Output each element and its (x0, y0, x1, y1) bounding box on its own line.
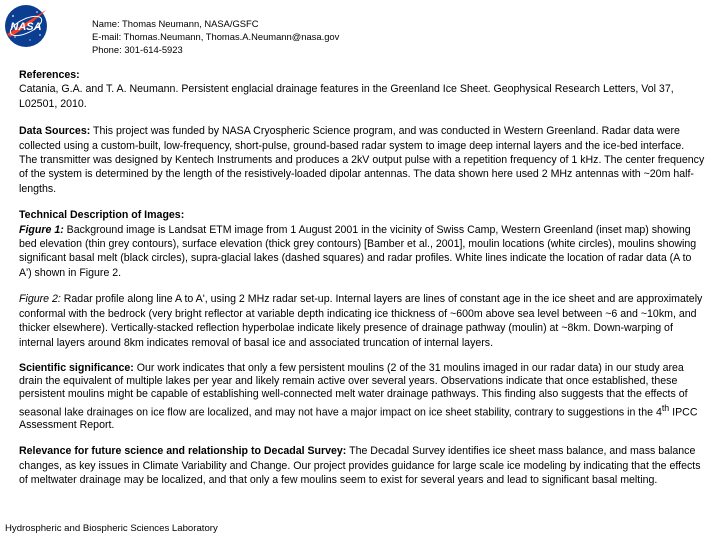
technical-heading: Technical Description of Images: (19, 209, 185, 222)
data-sources-section (19, 124, 705, 196)
significance-superscript: th (661, 402, 670, 413)
footer-lab-name: Hydrospheric and Biospheric Sciences Laboratory (5, 523, 218, 534)
figure-2-text: Radar profile along line A to A', using 2 MHz radar set-up. Internal layers are lines of constant age in the ice sheet and are approximately conformal with the bedrock (very bright reflector at variable depth indicating ice thickness of ~600m above sea level between ~6 and ~10km, and thicker elsewhere). Vertically-stacked reflection hyperbolae indicate likely presence of drainage pathway (moulin) at ~8km. Down-warping of internal layers around 8km indicates removal of basal ice and associated truncation of internal layers. (19, 293, 703, 349)
references-section (19, 68, 705, 111)
relevance-text: The Decadal Survey identifies ice sheet mass balance, and mass balance changes, as key issues in Climate Variability and Change. Our project provides guidance for large scale ice modeling by indicating that the effects of meltwater drainage may be localized, and that only a few moulins seem to exist for several years and lead to significant basal melting. (19, 445, 701, 487)
significance-text-end: IPCC Assessment Report. (19, 406, 698, 432)
report-body (19, 68, 705, 488)
contact-info (92, 17, 339, 56)
technical-description-section (19, 208, 705, 280)
contact-email: E-mail: Thomas.Neumann, Thomas.A.Neumann@nasa.gov (92, 31, 340, 42)
contact-name: Name: Thomas Neumann, NASA/GSFC (92, 18, 259, 29)
nasa-meatball-icon (4, 4, 48, 48)
figure-2-section (19, 292, 705, 350)
references-heading: References: (19, 69, 80, 81)
figure-1-text: Background image is Landsat ETM image from 1 August 2001 in the vicinity of Swiss Camp, Western Greenland (inset map) showing bed elevation (thin grey contours), surface elevation (thick grey contours) [Bamber et al., 2001], moulin locations (white circles), moulins showing significant basal melt (black circles), supra-glacial lakes (dashed squares) and radar profiles. White lines indicate the location of radar data (A to A') shown in Figure 2. (19, 223, 697, 279)
relevance-heading: Relevance for future science and relationship to Decadal Survey: (19, 445, 347, 458)
data-sources-heading: Data Sources: (19, 125, 91, 138)
significance-heading: Scientific significance: (19, 361, 134, 374)
contact-phone: Phone: 301-614-5923 (92, 44, 183, 55)
references-text: Catania, G.A. and T. A. Neumann. Persistent englacial drainage features in the Greenland Ice Sheet. Geophysical Research Letters, Vol 37, L02501, 2010. (19, 83, 674, 110)
figure-2-label: Figure 2: (19, 293, 61, 306)
data-sources-text: This project was funded by NASA Cryospheric Science program, and was conducted in Western Greenland. Radar data were collected using a custom-built, low-frequency, short-pulse, ground-based radar system to image deep internal layers and the ice-bed interface. The transmitter was designed by Kentech Instruments and produces a 2kV output pulse with a repetition frequency of 1 kHz. The center frequency of the system is determined by the length of the resistively-loaded dipolar antennas. The data shown here used 2 MHz antennas with ~20m half-lengths. (19, 125, 705, 195)
significance-text: Our work indicates that only a few persistent moulins (2 of the 31 moulins imaged in our radar data) in our study area drain the equivalent of multiple lakes per year and likely remain active over several years. Observations indicate that once established, these persistent moulins might be capable of establishing well-connected melt water drainage pathways. This finding also suggests that the effects of seasonal lake drainages on ice flow are localized, and may not have a major impact on ice sheet stability, contrary to suggestions in the 4 (19, 361, 688, 419)
figure-1-label: Figure 1: (19, 223, 64, 236)
logo-text: NASA (10, 21, 42, 33)
relevance-section (19, 444, 705, 487)
scientific-significance-section (19, 362, 705, 433)
